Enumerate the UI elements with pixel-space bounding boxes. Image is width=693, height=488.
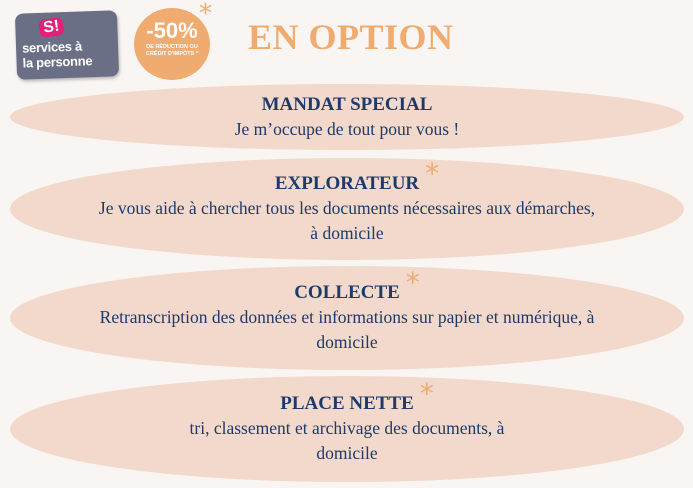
asterisk-icon: * bbox=[425, 157, 440, 190]
discount-subtext: DE RÉDUCTION OU CRÉDIT D'IMPÔTS * bbox=[145, 44, 199, 57]
option-description: Je vous aide à chercher tous les documents nécessaires aux démarches, à domicile bbox=[98, 198, 596, 243]
option-description: Retranscription des données et informations sur papier et numérique, à domicile bbox=[99, 307, 595, 352]
logo-line-2: la personne bbox=[22, 53, 93, 71]
discount-star-icon: * bbox=[199, 0, 212, 29]
page-title: EN OPTION bbox=[248, 17, 454, 57]
services-a-la-personne-logo bbox=[15, 10, 119, 80]
option-title: MANDAT SPECIAL bbox=[261, 93, 433, 115]
option-place-nette bbox=[10, 376, 684, 482]
logo-line-1: services à bbox=[21, 38, 83, 56]
option-explorateur bbox=[10, 158, 684, 260]
discount-percent: -50% bbox=[146, 18, 198, 43]
option-title: EXPLORATEUR * bbox=[274, 157, 440, 194]
logo-badge: S! bbox=[38, 17, 64, 38]
asterisk-icon: * bbox=[419, 377, 434, 410]
option-description: Je m’occupe de tout pour vous ! bbox=[234, 118, 460, 139]
option-description: tri, classement et archivage des documents, à domicile bbox=[189, 418, 505, 463]
asterisk-icon: * bbox=[405, 266, 420, 299]
option-mandat-special bbox=[10, 84, 684, 150]
option-title: PLACE NETTE * bbox=[280, 377, 434, 414]
option-collecte bbox=[10, 266, 684, 370]
option-title: COLLECTE * bbox=[294, 266, 420, 303]
